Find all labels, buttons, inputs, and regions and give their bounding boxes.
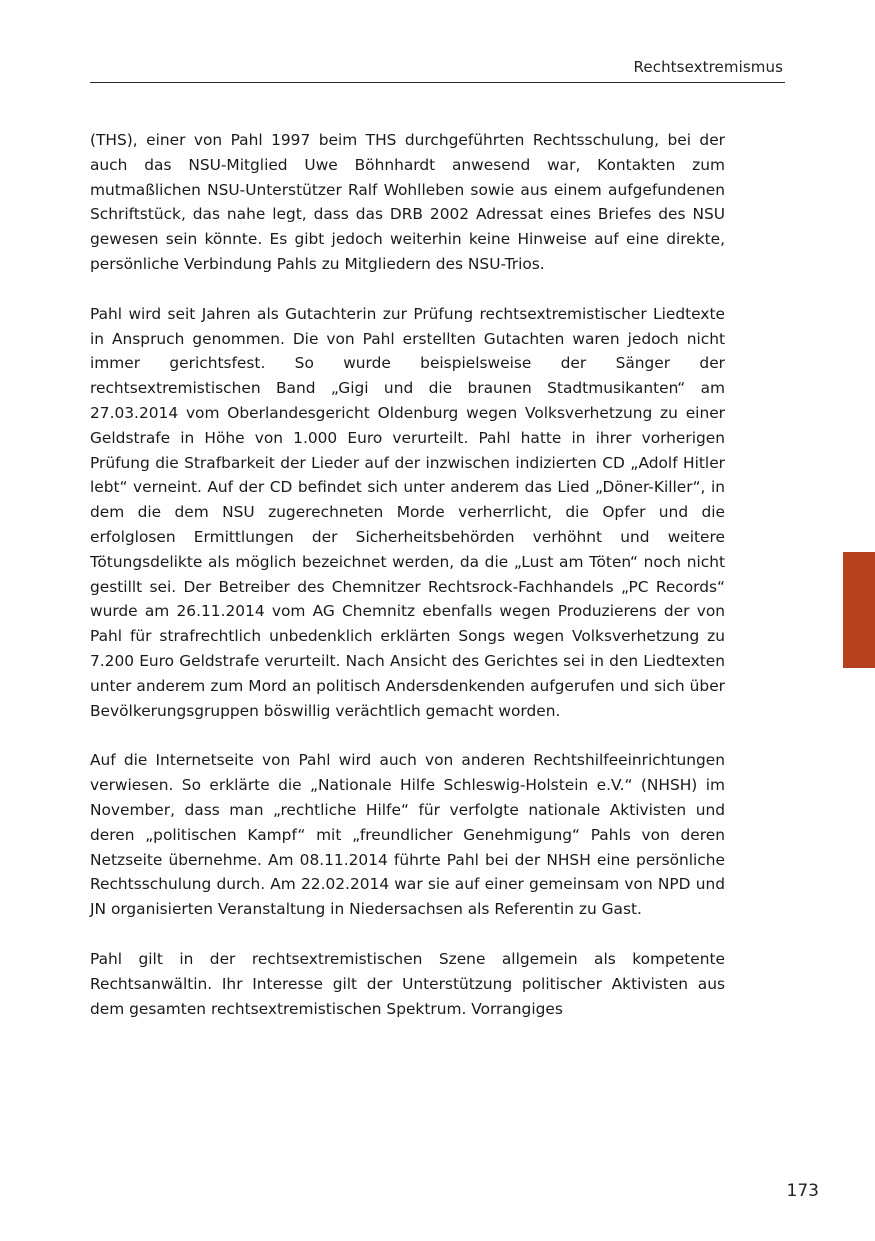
chapter-tab-marker xyxy=(843,552,875,668)
paragraph-4: Pahl gilt in der rechtsextremistischen Szene allgemein als kompetente Rechtsanwältin. Ihr Interesse gilt der Unterstützung politischer Aktivisten aus dem gesamten rechtsextremistischen Spektrum. Vorrangiges xyxy=(90,949,725,1018)
body-text xyxy=(90,128,725,1046)
paragraph-3: Auf die Internetseite von Pahl wird auch von anderen Rechtshilfeeinrichtungen verwiesen. So erklärte die „Nationale Hilfe Schleswig-Holstein e.V.“ (NHSH) im November, dass man „rechtliche Hilfe“ für verfolgte nationale Aktivisten und deren „politischen Kampf“ mit „freundlicher Genehmigung“ Pahls von deren Netzseite übernehme. Am 08.11.2014 führte Pahl bei der NHSH eine persönliche Rechtsschulung durch. Am 22.02.2014 war sie auf einer gemeinsam von NPD und JN organisierten Veranstaltung in Niedersachsen als Referentin zu Gast. xyxy=(90,751,725,919)
paragraph-2: Pahl wird seit Jahren als Gutachterin zur Prüfung rechtsextremistischer Liedtexte in Anspruch genommen. Die von Pahl erstellten Gutachten waren jedoch nicht immer gerichtsfest. So wurde beispielsweise der Sänger der rechtsextremistischen Band „Gigi und die braunen Stadtmusikanten“ am 27.03.2014 vom Oberlandesgericht Oldenburg wegen Volksverhetzung zu einer Geldstrafe in Höhe von 1.000 Euro verurteilt. Pahl hatte in ihrer vorherigen Prüfung die Strafbarkeit der Lieder auf der inzwischen indizierten CD „Adolf Hitler lebt“ verneint. Auf der CD befindet sich unter anderem das Lied „Döner-Killer“, in dem die dem NSU zugerechneten Morde verherrlicht, die Opfer und die erfolglosen Ermittlungen der Sicherheitsbehörden verhöhnt und weitere Tötungsdelikte als möglich bezeichnet werden, da die „Lust am Töten“ noch nicht gestillt sei. Der Betreiber des Chemnitzer Rechtsrock-Fachhandels „PC Records“ wurde am 26.11.2014 vom AG Chemnitz ebenfalls wegen Produzierens der von Pahl für strafrechtlich unbedenklich erklärten Songs wegen Volksverhetzung zu 7.200 Euro Geldstrafe verurteilt. Nach Ansicht des Gerichtes sei in den Liedtexten unter anderem zum Mord an politisch Andersdenkenden aufgerufen und sich über Bevölkerungsgruppen böswillig verächtlich gemacht worden. xyxy=(90,304,725,720)
running-header-title: Rechtsextremismus xyxy=(633,58,783,76)
paragraph-1: (THS), einer von Pahl 1997 beim THS durchgeführten Rechtsschulung, bei der auch das NSU-Mitglied Uwe Böhnhardt anwesend war, Kontakten zum mutmaßlichen NSU-Unterstützer Ralf Wohlleben sowie aus einem aufgefundenen Schriftstück, das nahe legt, dass das DRB 2002 Adressat eines Briefes des NSU gewesen sein könnte. Es gibt jedoch weiterhin keine Hinweise auf eine direkte, persönliche Verbindung Pahls zu Mitgliedern des NSU-Trios. xyxy=(90,131,725,273)
header-divider xyxy=(90,82,785,83)
page-number: 173 xyxy=(786,1181,819,1201)
